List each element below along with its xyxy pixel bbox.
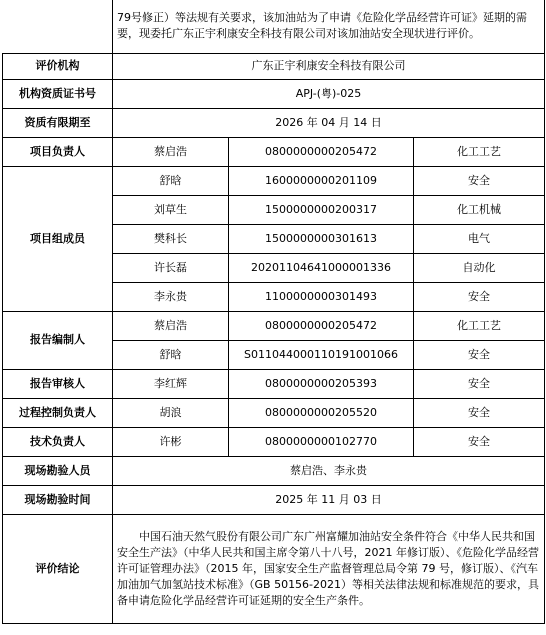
- conclusion-paragraph: 中国石油天然气股份有限公司广东广州富耀加油站安全条件符合《中华人民共和国安全生产法》（中华人民共和国主席令第八十八号，2021 年修订版）、《危险化学品经营许可证管理办法》（2015 年，国家安全生产监督管理总局令第 79 号，修订版）、《汽车加油加气加氢站技术标准》（GB 50156-2021）等相关法律法规和标准规范的要求，具备申请危险化学品经营许可证延期的安全生产条件。: [113, 514, 545, 623]
- member-name: 舒晗: [113, 166, 229, 195]
- tech-role: 安全: [414, 427, 545, 456]
- site-time-label: 现场勘验时间: [3, 485, 113, 514]
- tech-name: 许彬: [113, 427, 229, 456]
- tech-cert: 0800000000102770: [229, 427, 414, 456]
- member-role: 安全: [414, 166, 545, 195]
- intro-row: [3, 0, 545, 53]
- intro-paragraph: 79号修正）等法规有关要求，该加油站为了申请《危险化学品经营许可证》延期的需要，现委托广东正宇利康安全科技有限公司对该加油站安全现状进行评价。: [113, 0, 545, 53]
- compiler-label: 报告编制人: [3, 311, 113, 369]
- member-role: 化工机械: [414, 195, 545, 224]
- member-row: [3, 166, 545, 195]
- validity-row: [3, 108, 545, 137]
- org-row: [3, 53, 545, 79]
- evaluation-info-table: [2, 0, 545, 624]
- member-role: 电气: [414, 224, 545, 253]
- conclusion-row: [3, 514, 545, 623]
- leader-label: 项目负责人: [3, 137, 113, 166]
- process-cert: 0800000000205520: [229, 398, 414, 427]
- validity-label: 资质有限期至: [3, 108, 113, 137]
- tech-label: 技术负责人: [3, 427, 113, 456]
- process-label: 过程控制负责人: [3, 398, 113, 427]
- member-cert: 1500000000200317: [229, 195, 414, 224]
- site-staff-row: [3, 456, 545, 485]
- compiler-row: [3, 311, 545, 340]
- cert-label: 机构资质证书号: [3, 79, 113, 108]
- member-role: 安全: [414, 282, 545, 311]
- member-cert: 1600000000201109: [229, 166, 414, 195]
- compiler-cert: S011044000110191001066: [229, 340, 414, 369]
- compiler-role: 化工工艺: [414, 311, 545, 340]
- reviewer-label: 报告审核人: [3, 369, 113, 398]
- process-role: 安全: [414, 398, 545, 427]
- compiler-name: 舒晗: [113, 340, 229, 369]
- site-staff-value: 蔡启浩、李永贵: [113, 456, 545, 485]
- reviewer-name: 李红辉: [113, 369, 229, 398]
- tech-row: [3, 427, 545, 456]
- compiler-name: 蔡启浩: [113, 311, 229, 340]
- member-cert: 20201104641000001336: [229, 253, 414, 282]
- reviewer-cert: 0800000000205393: [229, 369, 414, 398]
- conclusion-label: 评价结论: [3, 514, 113, 623]
- leader-row: [3, 137, 545, 166]
- reviewer-role: 安全: [414, 369, 545, 398]
- member-role: 自动化: [414, 253, 545, 282]
- leader-cert: 0800000000205472: [229, 137, 414, 166]
- members-label: 项目组成员: [3, 166, 113, 311]
- site-time-row: [3, 485, 545, 514]
- member-name: 樊科长: [113, 224, 229, 253]
- member-name: 许长磊: [113, 253, 229, 282]
- cert-value: APJ-(粤)-025: [113, 79, 545, 108]
- cert-row: [3, 79, 545, 108]
- process-row: [3, 398, 545, 427]
- compiler-cert: 0800000000205472: [229, 311, 414, 340]
- process-name: 胡浪: [113, 398, 229, 427]
- site-time-value: 2025 年 11 月 03 日: [113, 485, 545, 514]
- blank-cell: [3, 0, 113, 53]
- validity-value: 2026 年 04 月 14 日: [113, 108, 545, 137]
- reviewer-row: [3, 369, 545, 398]
- leader-role: 化工工艺: [414, 137, 545, 166]
- member-name: 李永贵: [113, 282, 229, 311]
- leader-name: 蔡启浩: [113, 137, 229, 166]
- site-staff-label: 现场勘验人员: [3, 456, 113, 485]
- org-value: 广东正宇利康安全科技有限公司: [113, 53, 545, 79]
- member-cert: 1100000000301493: [229, 282, 414, 311]
- member-cert: 1500000000301613: [229, 224, 414, 253]
- org-label: 评价机构: [3, 53, 113, 79]
- compiler-role: 安全: [414, 340, 545, 369]
- member-name: 刘草生: [113, 195, 229, 224]
